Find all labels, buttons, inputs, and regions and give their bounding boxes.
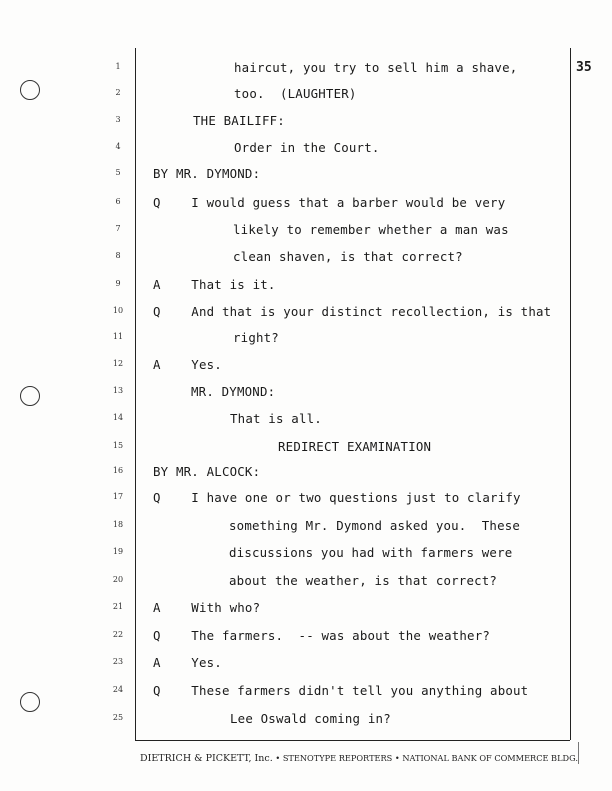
transcript-line: Q And that is your distinct recollection, is that (153, 304, 552, 319)
line-number: 16 (112, 466, 124, 475)
transcript-line: BY MR. ALCOCK: (153, 464, 261, 479)
right-margin-rule (570, 48, 571, 740)
line-number: 12 (112, 359, 124, 368)
line-number: 9 (115, 279, 121, 288)
line-number: 23 (112, 657, 124, 666)
transcript-line: Q These farmers didn't tell you anything about (153, 683, 529, 698)
transcript-line: about the weather, is that correct? (229, 573, 498, 588)
line-number: 24 (112, 685, 124, 694)
transcript-line: A Yes. (153, 655, 222, 670)
transcript-line: right? (233, 330, 279, 345)
transcript-line: A With who? (153, 600, 261, 615)
footer-bullet-2: • (394, 753, 400, 763)
line-number: 7 (115, 224, 121, 233)
transcript-line: That is all. (230, 411, 322, 426)
transcript-line: A That is it. (153, 277, 276, 292)
line-number: 13 (112, 386, 124, 395)
transcript-line: THE BAILIFF: (193, 113, 285, 128)
line-number: 10 (112, 306, 124, 315)
binder-hole-top (20, 80, 40, 100)
transcript-line: Q I have one or two questions just to clarify (153, 490, 521, 505)
transcript-line: Order in the Court. (234, 140, 380, 155)
line-number: 2 (115, 88, 121, 97)
transcript-line: clean shaven, is that correct? (233, 249, 463, 264)
binder-hole-middle (20, 386, 40, 406)
transcript-line: BY MR. DYMOND: (153, 166, 261, 181)
line-number: 18 (112, 520, 124, 529)
transcript-line: likely to remember whether a man was (233, 222, 509, 237)
line-number: 22 (112, 630, 124, 639)
left-margin-rule (135, 48, 136, 740)
line-number: 4 (115, 142, 121, 151)
line-number: 11 (112, 332, 124, 341)
transcript-line: A Yes. (153, 357, 222, 372)
line-number: 21 (112, 602, 124, 611)
margin-tick-mark (578, 742, 579, 764)
line-number: 5 (115, 168, 121, 177)
transcript-line: Q The farmers. -- was about the weather? (153, 628, 491, 643)
transcript-line: Lee Oswald coming in? (230, 711, 391, 726)
page-number: 35 (576, 60, 592, 75)
transcript-line: discussions you had with farmers were (229, 545, 513, 560)
line-number: 15 (112, 441, 124, 450)
transcript-line: REDIRECT EXAMINATION (278, 439, 432, 454)
line-number: 1 (115, 62, 121, 71)
transcript-line: something Mr. Dymond asked you. These (229, 518, 521, 533)
line-number: 20 (112, 575, 124, 584)
line-number: 14 (112, 413, 124, 422)
line-number: 8 (115, 251, 121, 260)
line-number: 19 (112, 547, 124, 556)
bottom-rule (135, 740, 570, 741)
footer-service: STENOTYPE REPORTERS (282, 753, 393, 763)
footer-address: NATIONAL BANK OF COMMERCE BLDG. (402, 753, 578, 763)
line-number: 17 (112, 492, 124, 501)
transcript-line: Q I would guess that a barber would be very (153, 195, 506, 210)
footer-bullet-1: • (275, 753, 281, 763)
transcript-line: too. (LAUGHTER) (234, 86, 357, 101)
reporter-footer (140, 753, 578, 764)
transcript-line: haircut, you try to sell him a shave, (234, 60, 518, 75)
footer-company: DIETRICH & PICKETT, Inc. (140, 753, 273, 764)
line-number: 25 (112, 713, 124, 722)
line-number: 6 (115, 197, 121, 206)
line-number: 3 (115, 115, 121, 124)
transcript-line: MR. DYMOND: (191, 384, 276, 399)
binder-hole-bottom (20, 692, 40, 712)
